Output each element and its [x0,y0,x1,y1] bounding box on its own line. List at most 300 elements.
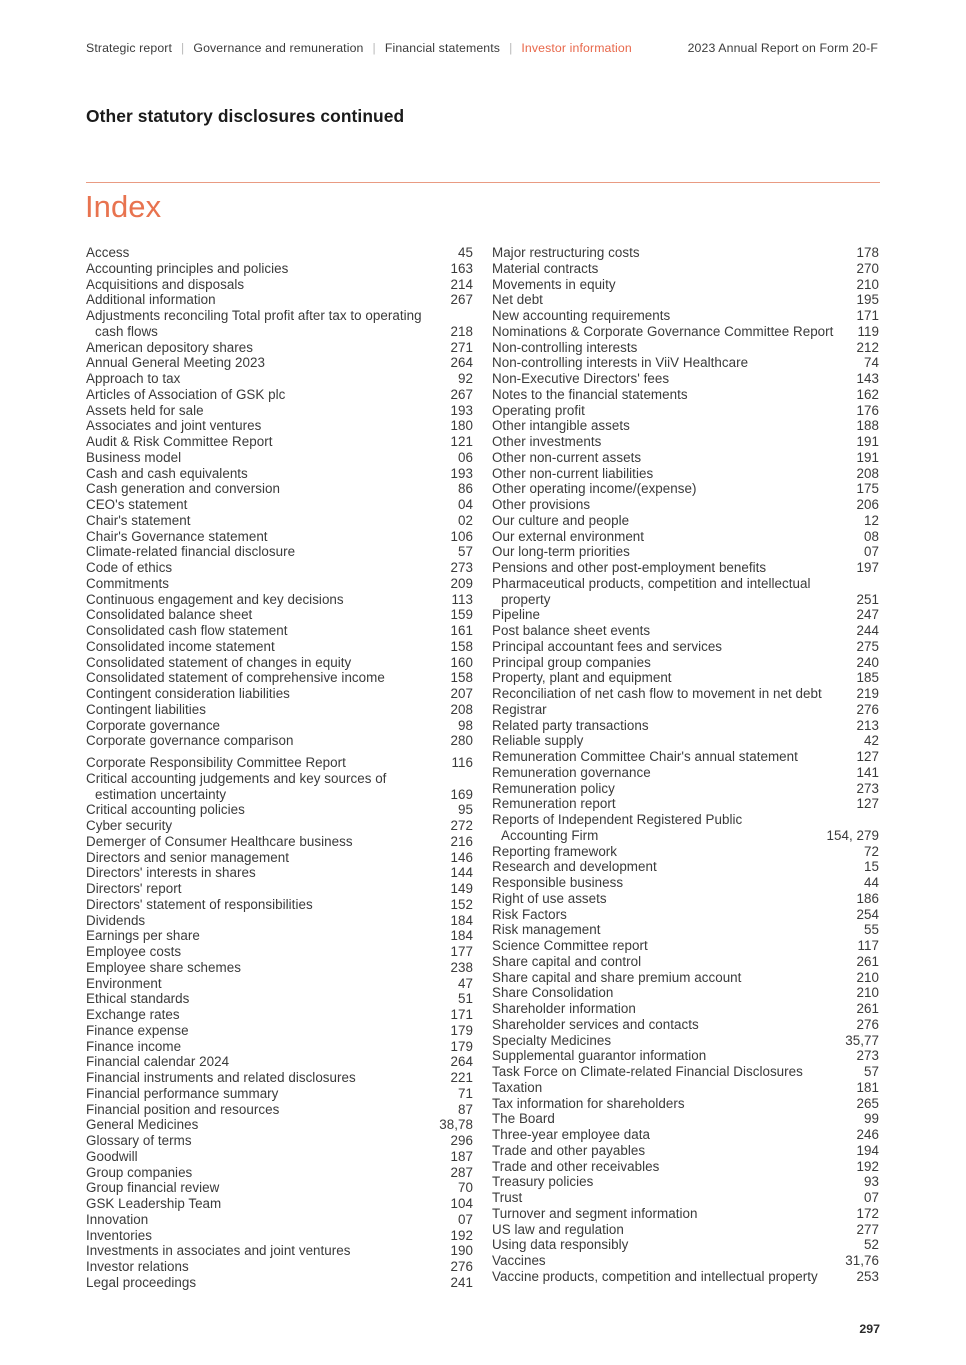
index-entry[interactable] [492,544,879,560]
index-entry[interactable] [492,340,879,356]
index-entry-label: Non-controlling interests [492,339,638,355]
index-divider [86,182,880,183]
index-entry[interactable] [492,418,879,434]
index-entry-page-number: 42 [864,733,879,749]
index-entry-page-number: 187 [450,1148,473,1164]
index-entry[interactable] [86,881,473,897]
index-entry-label: Exchange rates [86,1007,180,1022]
index-entry-page-number: 31,76 [845,1253,879,1268]
index-entry-label: Directors and senior management [86,849,289,865]
index-entry-label: Acquisitions and disposals [86,276,245,292]
index-entry[interactable] [492,623,879,639]
index-entry[interactable] [86,771,473,803]
index-entry-page-number: 74 [864,355,879,371]
index-entry-label: Pharmaceutical products, competition and intellectual [492,575,811,591]
index-entry-label: Assets held for sale [86,402,204,418]
index-entry[interactable] [492,781,879,797]
index-entry-label: Goodwill [86,1148,138,1164]
index-entry-label-continuation: cash flows [95,323,158,339]
index-entry[interactable] [86,261,473,277]
index-entry[interactable] [492,560,879,576]
index-entry[interactable] [492,1143,879,1159]
index-entry-page-number: 144 [450,865,473,881]
index-entry-page-number: 264 [450,1054,473,1070]
index-entry[interactable] [492,670,879,686]
index-entry-page-number: 214 [450,276,473,292]
index-entry[interactable] [492,1269,879,1285]
index-entry[interactable] [86,976,473,992]
index-entry-page-number: 08 [864,528,879,544]
index-entry-page-number: 04 [458,497,473,512]
index-entry-label: Group financial review [86,1180,220,1196]
index-entry-page-number: 171 [856,308,879,323]
index-entry-page-number: 51 [458,991,473,1007]
index-entry-page-number: 186 [856,890,879,906]
index-entry[interactable] [86,1196,473,1212]
index-entry[interactable] [492,387,879,403]
index-entry-label: Specialty Medicines [492,1032,612,1048]
index-entry[interactable] [492,796,879,812]
index-entry-page-number: 251 [856,591,879,607]
breadcrumb-separator: | [509,41,513,55]
index-entry[interactable] [492,607,879,623]
index-entry-page-number: 99 [864,1111,879,1127]
index-entry[interactable] [86,865,473,881]
index-entry-label: Directors' report [86,881,182,896]
index-entry-page-number: 158 [450,670,473,686]
index-entry-page-number: 52 [864,1237,879,1253]
index-entry[interactable] [492,513,879,529]
index-entry-label: Reports of Independent Registered Public [492,812,743,827]
index-entry-page-number: 07 [458,1211,473,1227]
index-entry-page-number: 210 [856,985,879,1001]
index-entry-page-number: 296 [450,1133,473,1148]
index-entry-label: Reliable supply [492,733,584,749]
index-entry-label: Science Committee report [492,938,648,953]
index-entry[interactable] [492,655,879,671]
index-entry[interactable] [86,834,473,850]
index-entry[interactable] [492,308,879,324]
index-entry[interactable] [492,529,879,545]
index-entry[interactable] [492,970,879,986]
index-entry-page-number: 146 [450,849,473,865]
index-entry[interactable] [492,1253,879,1269]
index-entry-page-number: 72 [864,843,879,859]
index-entry[interactable] [86,292,473,308]
index-entry[interactable] [492,1048,879,1064]
index-entry-label: Our culture and people [492,512,630,528]
index-entry-page-number: 119 [857,323,879,339]
index-entry[interactable] [86,466,473,482]
index-entry-page-number: 209 [450,575,473,591]
index-entry-label: Net debt [492,292,543,308]
index-entry-label: Cash and cash equivalents [86,465,248,481]
index-entry-label: Accounting principles and policies [86,260,289,276]
index-entry-label: Financial position and resources [86,1101,280,1117]
index-entry-label: Other investments [492,434,602,449]
index-entry[interactable] [492,434,879,450]
index-entry-label: Principal group companies [492,654,651,670]
index-entry-page-number: 38,78 [439,1117,473,1133]
index-entry[interactable] [492,403,879,419]
index-entry[interactable] [86,481,473,497]
index-entry-page-number: 280 [450,733,473,749]
index-entry-page-number: 116 [451,755,473,770]
index-entry[interactable] [86,1023,473,1039]
index-entry[interactable] [86,1133,473,1149]
index-entry[interactable] [492,1001,879,1017]
index-entry[interactable] [492,1033,879,1049]
index-entry[interactable] [86,1007,473,1023]
index-entry-page-number: 254 [856,906,879,922]
index-entry[interactable] [86,1165,473,1181]
index-entry[interactable] [86,755,473,771]
index-entry[interactable] [492,1206,879,1222]
index-entry[interactable] [492,891,879,907]
breadcrumb-item-1[interactable]: Strategic report [86,41,173,55]
index-entry[interactable] [492,985,879,1001]
index-entry-label: Associates and joint ventures [86,418,262,434]
index-entry[interactable] [492,907,879,923]
index-entry-label: Trust [492,1190,523,1205]
index-entry-page-number: 194 [856,1142,879,1158]
index-entry-label: Finance income [86,1038,182,1054]
index-entry-page-number: 244 [856,623,879,638]
index-entry-label-continuation: property [501,591,551,607]
index-entry[interactable] [492,466,879,482]
index-entry-label: Critical accounting judgements and key sources of [86,770,387,786]
index-entry-page-number: 188 [856,418,879,434]
index-entry-page-number: 86 [458,481,473,497]
index-entry-page-number: 176 [856,402,879,418]
index-entry[interactable] [86,450,473,466]
index-entry-label: New accounting requirements [492,308,671,323]
index-entry-page-number: 276 [856,1016,879,1032]
index-entry[interactable] [492,812,879,844]
index-entry-label: Treasury policies [492,1174,594,1190]
index-entry-page-number: 208 [856,465,879,481]
index-entry-page-number: 95 [458,802,473,818]
index-entry-label: Adjustments reconciling Total profit after tax to operating [86,308,422,323]
index-entry-label: GSK Leadership Team [86,1196,222,1211]
index-entry-label: Major restructuring costs [492,245,640,260]
index-entry-label: Vaccine products, competition and intellectual property [492,1268,818,1284]
index-entry[interactable] [492,1237,879,1253]
index-entry[interactable] [86,1102,473,1118]
index-entry-label: US law and regulation [492,1221,624,1237]
index-entry[interactable] [492,277,879,293]
index-entry[interactable] [492,1222,879,1238]
index-entry[interactable] [492,733,879,749]
index-entry-page-number: 261 [856,1001,879,1016]
index-entry[interactable] [492,954,879,970]
index-entry-label: Chair's Governance statement [86,528,268,544]
index-entry-label: Access [86,245,130,260]
index-entry[interactable] [86,1086,473,1102]
index-entry-label: Inventories [86,1227,152,1243]
index-entry-label: Our long-term priorities [492,544,630,560]
index-entry-page-number: 271 [450,339,473,355]
index-entry-page-number: 45 [458,245,473,260]
index-entry[interactable] [492,1111,879,1127]
index-entry[interactable] [86,403,473,419]
index-entry[interactable] [86,718,473,734]
index-entry-page-number: 178 [856,245,879,260]
index-entry-label: Continuous engagement and key decisions [86,591,344,607]
index-entry[interactable] [86,655,473,671]
index-heading: Index [85,189,162,224]
index-entry-page-number: 207 [450,686,473,701]
index-entry-label: Corporate Responsibility Committee Report [86,755,346,770]
index-entry[interactable] [492,639,879,655]
index-entry-page-number: 264 [450,355,473,371]
index-entry-label: Employee costs [86,944,182,959]
index-body [86,245,880,1291]
index-entry-label: Other intangible assets [492,418,630,434]
index-entry[interactable] [86,371,473,387]
index-entry-label: Consolidated balance sheet [86,607,253,623]
index-entry[interactable] [492,481,879,497]
index-entry-label: Tax information for shareholders [492,1095,685,1111]
index-entry[interactable] [492,1174,879,1190]
index-entry-page-number: 184 [450,928,473,944]
index-entry[interactable] [86,686,473,702]
index-entry[interactable] [492,938,879,954]
index-entry-page-number: 270 [856,260,879,276]
index-entry-page-number: 12 [864,512,879,528]
index-entry-label: Non-controlling interests in ViiV Healthcare [492,355,749,371]
index-entry-page-number: 273 [856,780,879,796]
index-entry[interactable] [492,922,879,938]
index-entry-label: Right of use assets [492,890,607,906]
index-entry[interactable] [86,434,473,450]
index-entry-label: Climate-related financial disclosure [86,544,296,560]
index-entry-label: Operating profit [492,402,585,418]
index-entry[interactable] [86,544,473,560]
index-entry[interactable] [86,944,473,960]
index-entry-label: Share capital and share premium account [492,969,742,985]
index-entry[interactable] [492,718,879,734]
index-entry-page-number: 06 [458,449,473,465]
index-entry-page-number: 44 [864,875,879,890]
page-number: 297 [859,1322,880,1336]
index-entry-label: Financial performance summary [86,1085,279,1101]
index-entry[interactable] [86,733,473,749]
index-entry[interactable] [86,1180,473,1196]
index-entry-page-number: 247 [856,607,879,623]
index-entry[interactable] [86,529,473,545]
index-entry[interactable] [86,1275,473,1291]
index-entry[interactable] [492,1017,879,1033]
index-entry-page-number: 185 [856,670,879,686]
index-entry-page-number: 154, 279 [826,827,879,843]
index-entry-page-number: 273 [450,560,473,575]
index-entry-page-number: 160 [450,654,473,670]
index-entry[interactable] [86,340,473,356]
index-entry[interactable] [492,450,879,466]
index-entry-page-number: 177 [450,944,473,959]
index-entry-page-number: 197 [856,560,879,575]
index-entry[interactable] [86,1054,473,1070]
index-entry-page-number: 152 [450,896,473,912]
index-entry[interactable] [86,387,473,403]
index-entry[interactable] [492,497,879,513]
index-entry[interactable] [492,875,879,891]
index-entry-page-number: 141 [856,764,879,780]
index-entry-label: Remuneration Committee Chair's annual statement [492,749,798,764]
index-entry-label: Ethical standards [86,991,190,1007]
index-entry-page-number: 98 [458,717,473,733]
index-entry-page-number: 117 [857,938,879,953]
index-entry-label: Cash generation and conversion [86,481,281,497]
index-entry-page-number: 277 [856,1221,879,1237]
index-entry[interactable] [492,1064,879,1080]
index-entry-label: Finance expense [86,1022,189,1038]
index-entry[interactable] [86,818,473,834]
index-entry-label: Contingent liabilities [86,701,206,717]
index-entry[interactable] [86,513,473,529]
index-entry[interactable] [86,1259,473,1275]
index-entry[interactable] [492,702,879,718]
index-entry-label: Property, plant and equipment [492,670,672,686]
index-entry[interactable] [86,1070,473,1086]
index-entry-page-number: 106 [450,528,473,544]
breadcrumb-separator: | [372,41,376,55]
index-entry-page-number: 195 [856,292,879,308]
index-entry[interactable] [492,576,879,608]
index-column-left [86,245,473,1291]
index-entry-label-continuation: estimation uncertainty [95,786,227,802]
index-entry[interactable] [492,292,879,308]
index-entry[interactable] [86,308,473,340]
index-entry-label: Annual General Meeting 2023 [86,355,266,371]
index-entry[interactable] [86,639,473,655]
index-entry-page-number: 172 [856,1205,879,1221]
index-entry[interactable] [86,355,473,371]
index-entry-page-number: 171 [450,1007,473,1022]
index-entry-page-number: 92 [458,371,473,386]
index-entry[interactable] [86,623,473,639]
index-entry[interactable] [86,592,473,608]
index-entry[interactable] [492,749,879,765]
index-entry[interactable] [492,1159,879,1175]
index-entry[interactable] [492,324,879,340]
index-entry-page-number: 149 [450,881,473,896]
index-entry-page-number: 179 [450,1022,473,1038]
index-entry[interactable] [492,686,879,702]
index-entry-label: Corporate governance [86,717,221,733]
index-entry-label: Trade and other payables [492,1142,646,1158]
index-entry[interactable] [86,277,473,293]
index-entry-page-number: 193 [450,402,473,418]
index-entry-label: Critical accounting policies [86,802,245,818]
index-entry-label: Research and development [492,859,657,875]
index-entry[interactable] [86,897,473,913]
index-entry-page-number: 55 [864,922,879,938]
index-entry[interactable] [492,1080,879,1096]
index-entry-page-number: 127 [856,796,879,812]
index-entry[interactable] [492,371,879,387]
index-entry[interactable] [86,418,473,434]
index-entry[interactable] [86,607,473,623]
index-entry-label: Consolidated income statement [86,638,275,654]
index-entry-label: Contingent consideration liabilities [86,686,290,701]
index-entry[interactable] [86,576,473,592]
index-entry-label: Turnover and segment information [492,1205,698,1221]
index-entry[interactable] [492,1190,879,1206]
index-entry-page-number: 206 [856,497,879,512]
index-entry[interactable] [86,928,473,944]
index-entry-label-continuation-row [492,592,879,608]
index-entry[interactable] [492,355,879,371]
index-entry-page-number: 158 [450,638,473,654]
index-entry-page-number: 267 [450,386,473,402]
index-entry-label: Earnings per share [86,928,200,944]
index-entry[interactable] [86,1039,473,1055]
index-entry[interactable] [86,850,473,866]
index-entry-label: Taxation [492,1079,543,1095]
index-entry[interactable] [86,913,473,929]
index-entry-label: Reporting framework [492,843,618,859]
index-entry[interactable] [86,1243,473,1259]
index-entry-label: Cyber security [86,818,173,833]
index-entry-label: Commitments [86,575,170,591]
index-entry-label: Corporate governance comparison [86,733,294,749]
index-entry-page-number: 191 [856,449,879,465]
index-entry[interactable] [492,844,879,860]
index-entry-page-number: 192 [856,1158,879,1174]
index-entry[interactable] [86,802,473,818]
index-entry[interactable] [86,560,473,576]
index-entry[interactable] [492,245,879,261]
index-entry-label: Pensions and other post-employment benefits [492,560,767,575]
index-entry[interactable] [492,1096,879,1112]
index-entry-page-number: 276 [450,1259,473,1274]
index-entry-page-number: 221 [450,1070,473,1085]
index-entry[interactable] [86,1117,473,1133]
index-entry-label: Approach to tax [86,371,181,386]
breadcrumb-item-3[interactable]: Financial statements [384,41,501,55]
index-entry-page-number: 162 [856,386,879,402]
index-entry-page-number: 267 [450,292,473,308]
running-header [86,41,880,55]
index-entry[interactable] [86,991,473,1007]
index-entry-label: American depository shares [86,339,254,355]
index-entry-label: Three-year employee data [492,1127,651,1142]
index-entry-label: Risk Factors [492,906,567,922]
index-entry[interactable] [492,765,879,781]
index-entry[interactable] [86,1149,473,1165]
index-entry-label-continuation-row [86,324,473,340]
index-entry-page-number: 35,77 [845,1032,879,1048]
index-entry-label: CEO's statement [86,497,188,512]
index-entry[interactable] [86,960,473,976]
index-entry[interactable] [492,261,879,277]
index-entry[interactable] [86,702,473,718]
index-entry[interactable] [86,1228,473,1244]
index-entry[interactable] [492,859,879,875]
index-entry-page-number: 93 [864,1174,879,1190]
index-entry[interactable] [86,245,473,261]
index-entry-page-number: 190 [450,1243,473,1259]
index-entry[interactable] [492,1127,879,1143]
breadcrumb-item-2[interactable]: Governance and remuneration [193,41,364,55]
index-entry[interactable] [86,1212,473,1228]
index-entry[interactable] [86,670,473,686]
index-entry[interactable] [86,497,473,513]
index-entry-page-number: 07 [864,544,879,560]
breadcrumb-item-4[interactable]: Investor information [521,41,632,55]
